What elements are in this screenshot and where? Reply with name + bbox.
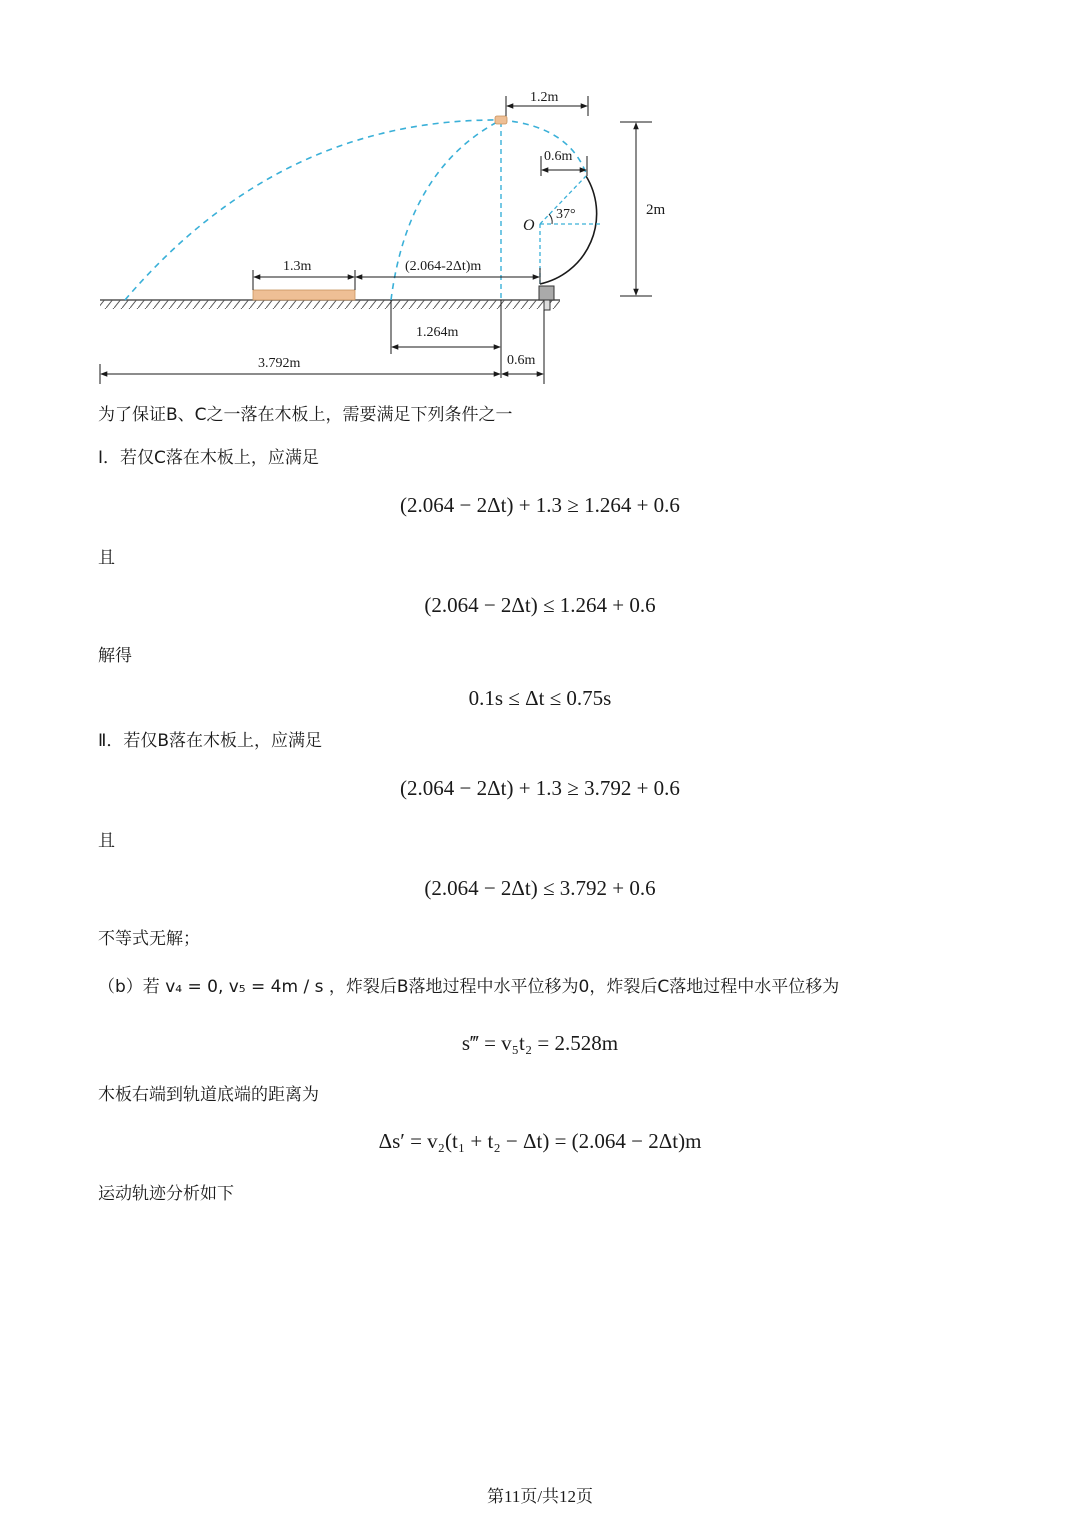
label-c-range: 1.264m: [416, 325, 459, 340]
case-1-heading: Ⅰ．若仅C落在木板上，应满足: [98, 448, 319, 468]
equation-5: (2.064 − 2Δt) ≤ 3.792 + 0.6: [424, 876, 656, 900]
distance-text: 木板右端到轨道底端的距离为: [98, 1085, 319, 1105]
case-2-heading: Ⅱ．若仅B落在木板上，应满足: [98, 731, 323, 751]
equation-2: (2.064 − 2Δt) ≤ 1.264 + 0.6: [424, 593, 656, 617]
label-top-width: 1.2m: [530, 90, 559, 105]
and-text-1: 且: [98, 548, 115, 568]
label-arc-width: 0.6m: [544, 149, 573, 164]
equation-3: 0.1s ≤ Δt ≤ 0.75s: [468, 686, 612, 710]
label-board-length: 1.3m: [283, 259, 312, 274]
equation-1: (2.064 − 2Δt) + 1.3 ≥ 1.264 + 0.6: [400, 493, 680, 517]
equation-4: (2.064 − 2Δt) + 1.3 ≥ 3.792 + 0.6: [400, 776, 680, 800]
wooden-board: [253, 290, 355, 300]
trajectory-diagram: [90, 78, 670, 398]
part-b-text: （b）若 v₄ = 0, v₅ = 4m / s ，炸裂后B落地过程中水平位移为0，炸裂后C落地过程中水平位移为: [98, 977, 840, 997]
label-b-range: 3.792m: [258, 356, 301, 371]
label-height: 2m: [646, 202, 666, 218]
equation-7: Δs′ = v₂(t₁ + t₂ − Δt) = (2.064 − 2Δt)m: [378, 1129, 702, 1153]
projectile-block: [495, 116, 507, 124]
equation-6: s‴ = v₅t₂ = 2.528m: [461, 1031, 619, 1055]
and-text-2: 且: [98, 831, 115, 851]
no-solution-text: 不等式无解；: [98, 929, 200, 949]
launcher-post: [539, 286, 554, 300]
trajectory-a: [501, 120, 587, 176]
page-footer: 第11页/共12页: [486, 1487, 594, 1506]
circular-track: [540, 176, 597, 284]
angle-arc: [549, 214, 552, 224]
label-origin: O: [523, 217, 535, 234]
label-base-offset: 0.6m: [507, 353, 536, 368]
ground-hatch: [100, 300, 560, 309]
label-gap: (2.064-2Δt)m: [405, 259, 482, 274]
label-angle: 37°: [556, 207, 576, 222]
solve-text: 解得: [98, 646, 132, 666]
analysis-text: 运动轨迹分析如下: [98, 1184, 234, 1204]
intro-text: 为了保证B、C之一落在木板上，需要满足下列条件之一: [98, 405, 513, 425]
